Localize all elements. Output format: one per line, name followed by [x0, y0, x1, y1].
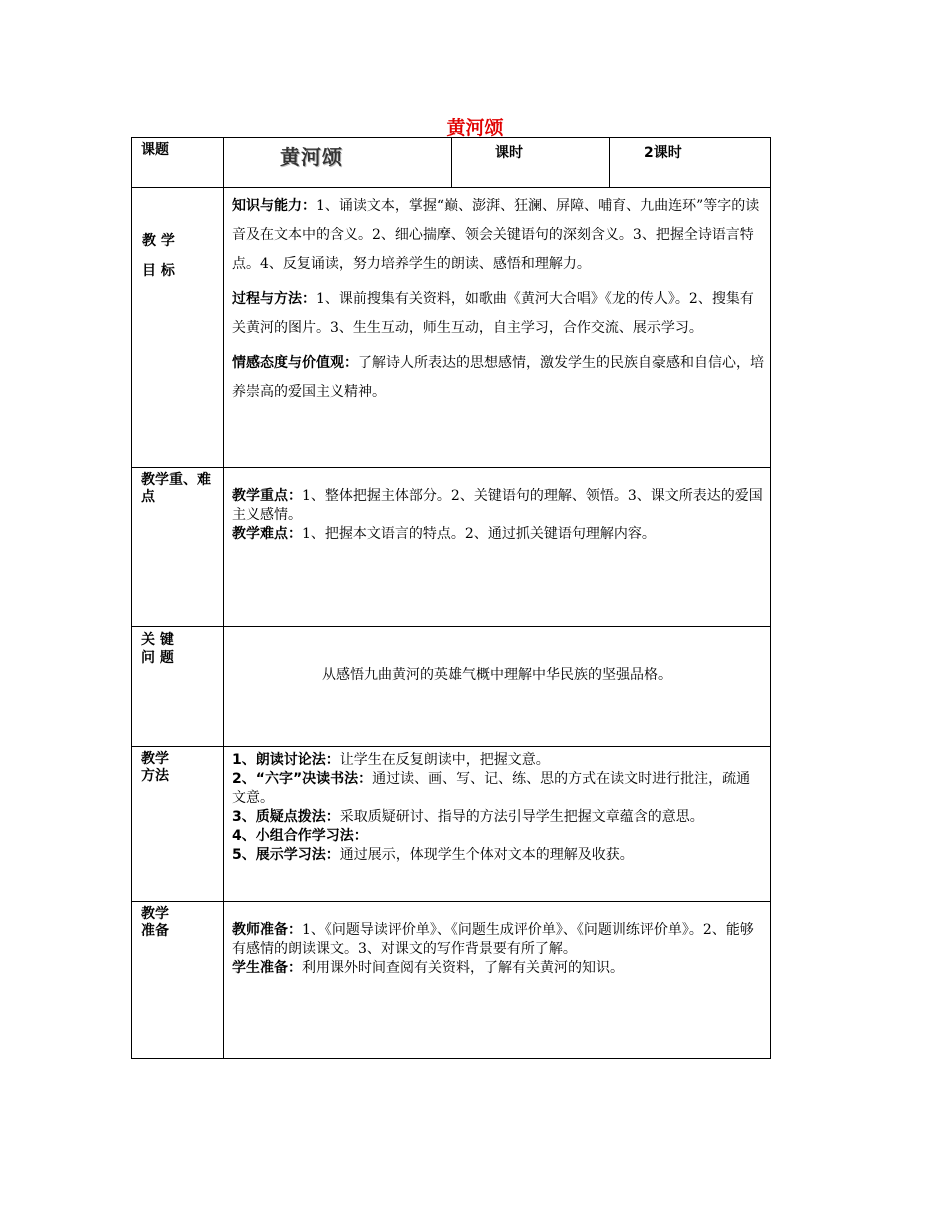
row-preparation — [132, 902, 771, 1059]
focus-key: 教学重点：1、整体把握主体部分。2、关键语句的理解、领悟。3、课文所表达的爱国主义感情。 — [232, 488, 763, 523]
method-label: 教学 方法 — [132, 747, 224, 902]
preparation-content — [224, 902, 771, 1059]
method-item: 1、朗读讨论法：让学生在反复朗读中，把握文意。 — [232, 752, 550, 768]
hours-value: 2课时 — [610, 138, 771, 188]
row-key-question — [132, 627, 771, 747]
focus-label: 教学重、难点 — [132, 468, 224, 627]
method-item: 2、“六字”决读书法：通过读、画、写、记、练、思的方式在读文时进行批注，疏通文意。 — [232, 771, 751, 806]
key-question-text: 从感悟九曲黄河的英雄气概中理解中华民族的坚强品格。 — [224, 627, 771, 747]
objectives-content — [224, 188, 771, 468]
lesson-title-image: 黄河颂 — [224, 138, 452, 188]
objective-process: 过程与方法：1、课前搜集有关资料，如歌曲《黄河大合唱》《龙的传人》。2、搜集有关黄河的图片。3、生生互动，师生互动，自主学习，合作交流、展示学习。 — [232, 291, 754, 336]
lesson-plan-table — [131, 137, 771, 1059]
focus-content — [224, 468, 771, 627]
hours-label: 课时 — [452, 138, 610, 188]
row-method — [132, 747, 771, 902]
preparation-label: 教学 准备 — [132, 902, 224, 1059]
method-item: 4、小组合作学习法： — [232, 828, 368, 844]
objective-knowledge: 知识与能力：1、诵读文本，掌握“巅、澎湃、狂澜、屏障、哺育、九曲连环”等字的读音及在文本中的含义。2、细心揣摩、领会关键语句的深刻含义。3、把握全诗语言特点。4、反复诵读，努力培养学生的朗读、感悟和理解力。 — [232, 198, 760, 272]
row-focus — [132, 468, 771, 627]
prep-student: 学生准备：利用课外时间查阅有关资料，了解有关黄河的知识。 — [232, 960, 624, 976]
method-item: 3、质疑点拨法：采取质疑研讨、指导的方法引导学生把握文章蕴含的意思。 — [232, 809, 704, 825]
key-question-label: 关 键 问 题 — [132, 627, 224, 747]
document-title: 黄河颂 — [446, 117, 504, 139]
prep-teacher: 教师准备：1、《问题导读评价单》、《问题生成评价单》、《问题训练评价单》。2、能够有感情的朗读课文。3、对课文的写作背景要有所了解。 — [232, 922, 754, 957]
method-item: 5、展示学习法：通过展示，体现学生个体对文本的理解及收获。 — [232, 847, 634, 863]
objective-attitude: 情感态度与价值观：了解诗人所表达的思想感情，激发学生的民族自豪感和自信心，培养崇高的爱国主义精神。 — [232, 355, 764, 400]
lesson-label: 课题 — [132, 138, 224, 188]
method-content — [224, 747, 771, 902]
row-objectives — [132, 188, 771, 468]
focus-difficulty: 教学难点：1、把握本文语言的特点。2、通过抓关键语句理解内容。 — [232, 526, 656, 542]
objectives-label: 教 学 目 标 — [132, 188, 224, 468]
row-lesson — [132, 138, 771, 188]
